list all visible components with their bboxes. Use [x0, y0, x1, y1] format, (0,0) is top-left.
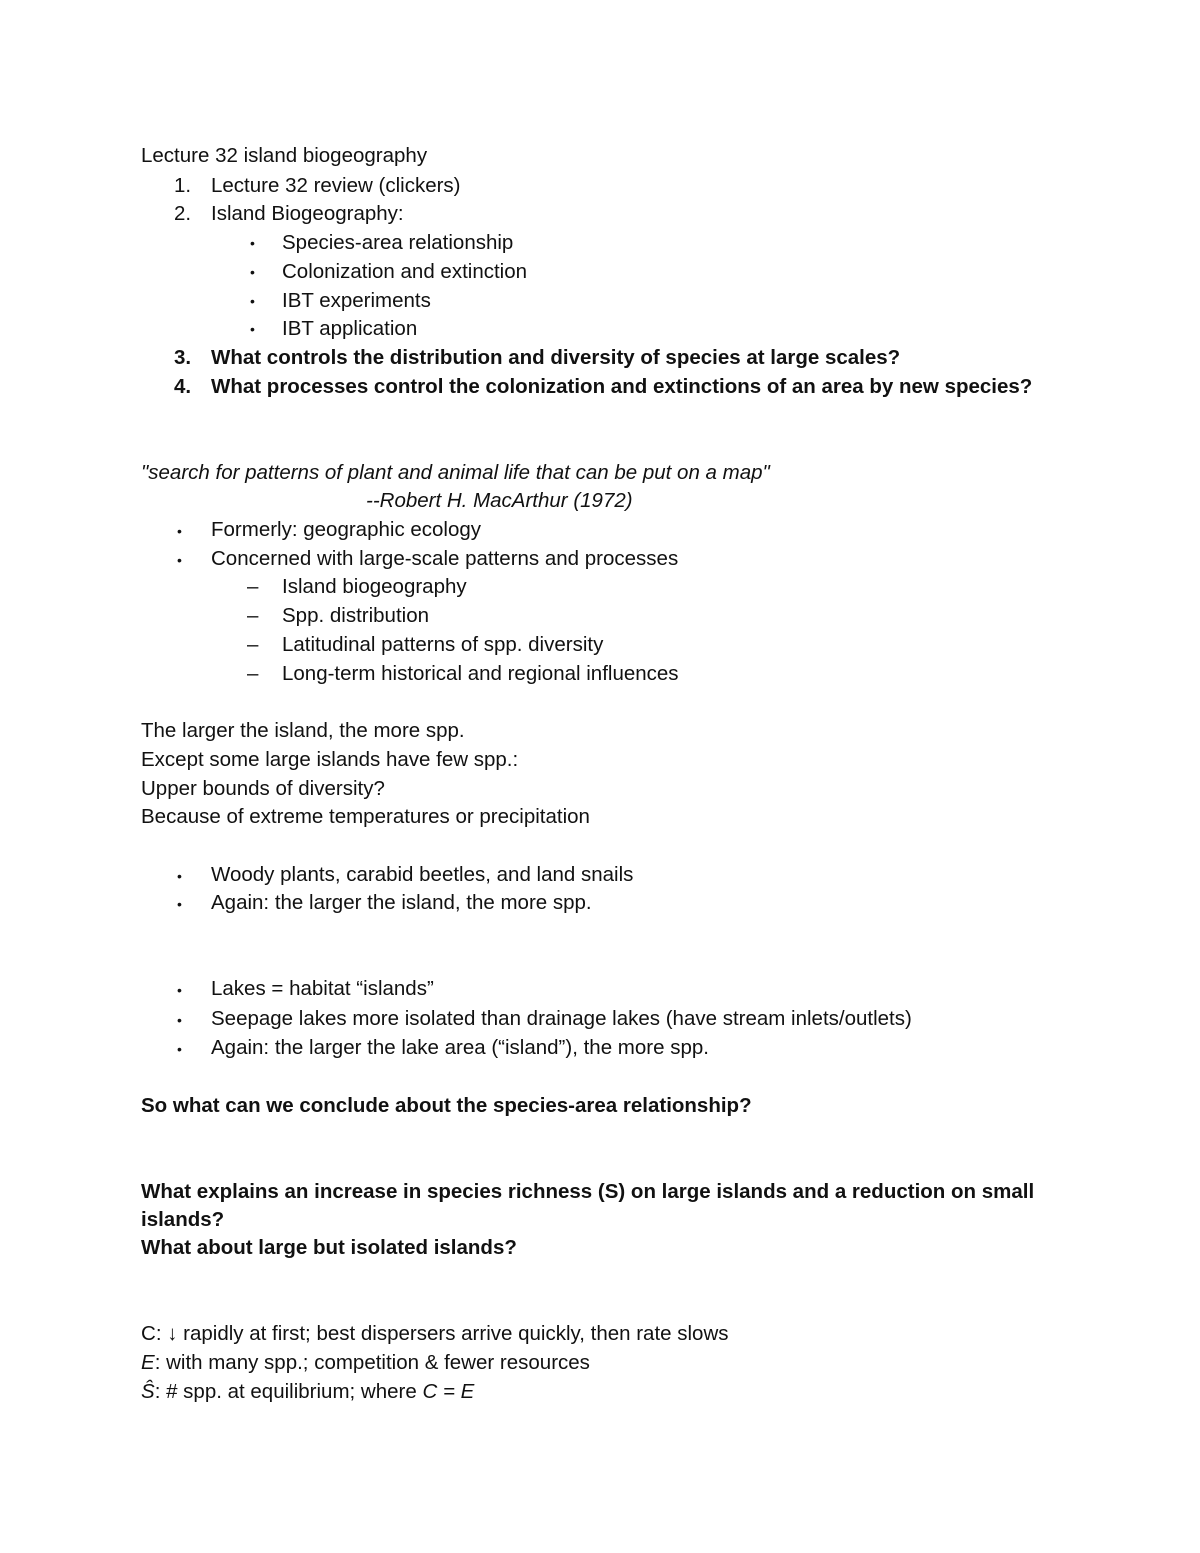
- bullet-glyph: •: [250, 293, 255, 309]
- outline-subitem: Species-area relationship: [282, 231, 514, 254]
- quote-text: "search for patterns of plant and animal life that can be put on a map": [141, 461, 770, 484]
- definition-extinction: [141, 1350, 590, 1376]
- bullet-glyph: •: [177, 982, 182, 998]
- bullet-glyph: •: [250, 235, 255, 251]
- dash-glyph: –: [247, 633, 259, 656]
- definition-equilibrium: [141, 1379, 474, 1405]
- bullet-glyph: •: [250, 321, 255, 337]
- bullet-glyph: •: [250, 264, 255, 280]
- outline-item-bold: What controls the distribution and diversity of species at large scales?: [211, 346, 901, 369]
- concept-dash-item: Island biogeography: [282, 575, 467, 598]
- quote-attribution: --Robert H. MacArthur (1972): [366, 489, 633, 512]
- symbol-c: C: [141, 1322, 156, 1345]
- concept-dash-item: Long-term historical and regional influences: [282, 662, 679, 685]
- definition-text: : ↓ rapidly at first; best dispersers arrive quickly, then rate slows: [155, 1322, 729, 1345]
- symbol-s-hat: Ŝ: [141, 1380, 155, 1403]
- bullet-glyph: •: [177, 523, 182, 539]
- concept-dash-item: Latitudinal patterns of spp. diversity: [282, 633, 604, 656]
- outline-number: 4.: [174, 375, 192, 398]
- dash-glyph: –: [247, 662, 259, 685]
- paragraph-line: Except some large islands have few spp.:: [141, 748, 519, 771]
- bullet-glyph: •: [177, 868, 182, 884]
- bullet-item: Lakes = habitat “islands”: [211, 977, 434, 1000]
- dash-glyph: –: [247, 575, 259, 598]
- question-conclude: So what can we conclude about the species-area relationship?: [141, 1094, 752, 1117]
- equation: C = E: [422, 1380, 475, 1403]
- outline-subitem: Colonization and extinction: [282, 260, 528, 283]
- paragraph-line: Because of extreme temperatures or precipitation: [141, 805, 590, 828]
- paragraph-line: Upper bounds of diversity?: [141, 777, 385, 800]
- question-explain: What explains an increase in species richness (S) on large islands and a reduction on small: [141, 1180, 1035, 1203]
- symbol-e: E: [141, 1351, 155, 1374]
- outline-number: 1.: [174, 174, 192, 197]
- bullet-glyph: •: [177, 552, 182, 568]
- definition-text: : # spp. at equilibrium; where: [154, 1380, 423, 1403]
- question-explain-cont: islands?: [141, 1208, 225, 1231]
- concept-bullet: Concerned with large-scale patterns and processes: [211, 547, 679, 570]
- outline-item: Lecture 32 review (clickers): [211, 174, 461, 197]
- bullet-item: Woody plants, carabid beetles, and land snails: [211, 863, 634, 886]
- definition-colonization: [141, 1321, 729, 1347]
- bullet-glyph: •: [177, 1041, 182, 1057]
- dash-glyph: –: [247, 604, 259, 627]
- bullet-item: Again: the larger the island, the more spp.: [211, 891, 592, 914]
- lecture-title: Lecture 32 island biogeography: [141, 144, 428, 167]
- bullet-item: Seepage lakes more isolated than drainage lakes (have stream inlets/outlets): [211, 1007, 912, 1030]
- outline-item-bold: What processes control the colonization and extinctions of an area by new species?: [211, 375, 1033, 398]
- concept-dash-item: Spp. distribution: [282, 604, 430, 627]
- bullet-glyph: •: [177, 1012, 182, 1028]
- paragraph-line: The larger the island, the more spp.: [141, 719, 465, 742]
- outline-number: 2.: [174, 202, 192, 225]
- outline-subitem: IBT experiments: [282, 289, 431, 312]
- outline-number: 3.: [174, 346, 192, 369]
- concept-bullet: Formerly: geographic ecology: [211, 518, 482, 541]
- bullet-item: Again: the larger the lake area (“island”), the more spp.: [211, 1036, 709, 1059]
- definition-text: : with many spp.; competition & fewer resources: [154, 1351, 590, 1374]
- bullet-glyph: •: [177, 896, 182, 912]
- outline-subitem: IBT application: [282, 317, 418, 340]
- outline-item: Island Biogeography:: [211, 202, 404, 225]
- question-isolated: What about large but isolated islands?: [141, 1236, 517, 1259]
